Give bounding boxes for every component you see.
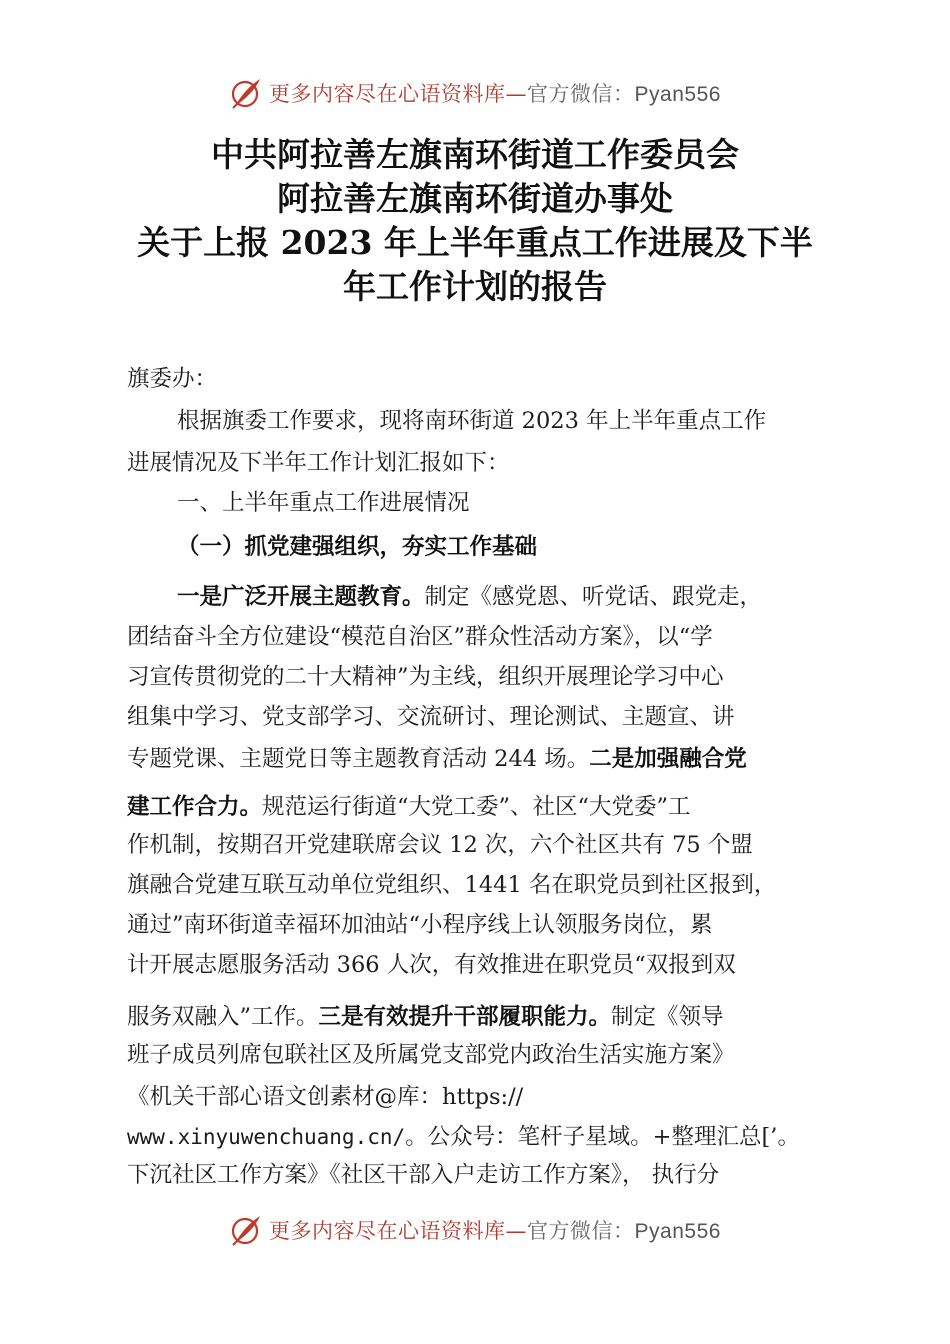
title-line-3: 关于上报 2023 年上半年重点工作进展及下半: [137, 223, 813, 262]
salutation: 旗委办：: [127, 366, 218, 392]
paragraph-2-line-2: 作机制，按期召开党建联席会议 12 次，六个社区共有 75 个盟: [127, 832, 753, 858]
document-title: [0, 133, 950, 309]
watermark-text-2: 。公众号：笔杆子星域。+整理汇总[’。: [405, 1124, 800, 1150]
paragraph-1-line-1: [177, 580, 762, 614]
paragraph-2-line-6: [127, 1000, 724, 1034]
paragraph-2-line-5: 计开展志愿服务活动 366 人次，有效推进在职党员“双报到双: [127, 952, 736, 978]
footer-banner: [0, 1205, 950, 1255]
title-line-1: 中共阿拉善左旗南环街道工作委员会: [211, 135, 739, 174]
banner-site-name: 更多内容尽在心语资料库: [269, 1219, 506, 1243]
paragraph-3-line-4: [127, 1120, 800, 1154]
watermark-url: www.xinyuwenchuang.cn/: [127, 1125, 406, 1149]
title-line-2: 阿拉善左旗南环街道办事处: [277, 179, 673, 218]
paragraph-1-line-3: 习宣传贯彻党的二十大精神”为主线，组织开展理论学习中心: [127, 664, 724, 690]
banner-wechat-label: 官方微信：: [527, 1219, 635, 1243]
paragraph-1-end: 专题党课、主题党日等主题教育活动 244 场。: [127, 746, 590, 772]
paragraph-1-line-5: [127, 742, 747, 776]
paragraph-2-line-1: [127, 790, 691, 824]
paragraph-3-text: 制定《领导: [611, 1004, 724, 1030]
paragraph-2-line-4: 通过”南环街道幸福环加油站“小程序线上认领服务岗位，累: [127, 912, 713, 938]
banner-text: [269, 78, 721, 108]
paragraph-2-line-3: 旗融合党建互联互动单位党组织、1441 名在职党员到社区报到，: [127, 872, 777, 898]
paragraph-3-lead: 三是有效提升干部履职能力。: [318, 1004, 612, 1030]
paragraph-2-lead-b: 建工作合力。: [127, 794, 263, 820]
banner-dash: —: [505, 1219, 528, 1243]
banner-dash: —: [505, 82, 528, 106]
quill-pen-logo-icon: [229, 1213, 263, 1247]
quill-pen-logo-icon: [229, 76, 263, 110]
paragraph-3-line-2: 班子成员列席包联社区及所属党支部党内政治生活实施方案》: [127, 1042, 735, 1068]
paragraph-1-line-2: 团结奋斗全方位建设“模范自治区”群众性活动方案》，以“学: [127, 624, 713, 650]
title-line-4: 年工作计划的报告: [343, 267, 607, 306]
watermark-text-1: 《机关干部心语文创素材@库：https://: [127, 1084, 524, 1110]
paragraph-3-line-5: 下沉社区工作方案》《社区干部入户走访工作方案》， 执行分: [127, 1162, 720, 1188]
paragraph-2-lead-a: 二是加强融合党: [589, 746, 747, 772]
subsection-heading-1: （一）抓党建强组织，夯实工作基础: [177, 534, 538, 560]
banner-text: [269, 1215, 721, 1245]
banner-wechat-label: 官方微信：: [527, 82, 635, 106]
paragraph-1-line-4: 组集中学习、党支部学习、交流研讨、理论测试、主题宣、讲: [127, 704, 735, 730]
header-banner: [0, 68, 950, 118]
paragraph-1-text: 制定《感党恩、听党话、跟党走，: [424, 584, 763, 610]
intro-line-2: 进展情况及下半年工作计划汇报如下：: [127, 450, 510, 476]
banner-wechat-id: Pyan556: [634, 1220, 721, 1243]
paragraph-3-line-3: [127, 1080, 523, 1114]
paragraph-2-text: 规范运行街道“大党工委”、社区“大党委”工: [262, 794, 691, 820]
intro-line-1: 根据旗委工作要求，现将南环街道 2023 年上半年重点工作: [177, 408, 767, 434]
section-heading-1: 一、上半年重点工作进展情况: [177, 490, 470, 516]
paragraph-2-end: 服务双融入”工作。: [127, 1004, 319, 1030]
banner-site-name: 更多内容尽在心语资料库: [269, 82, 506, 106]
banner-wechat-id: Pyan556: [634, 83, 721, 106]
paragraph-1-lead: 一是广泛开展主题教育。: [177, 584, 425, 610]
